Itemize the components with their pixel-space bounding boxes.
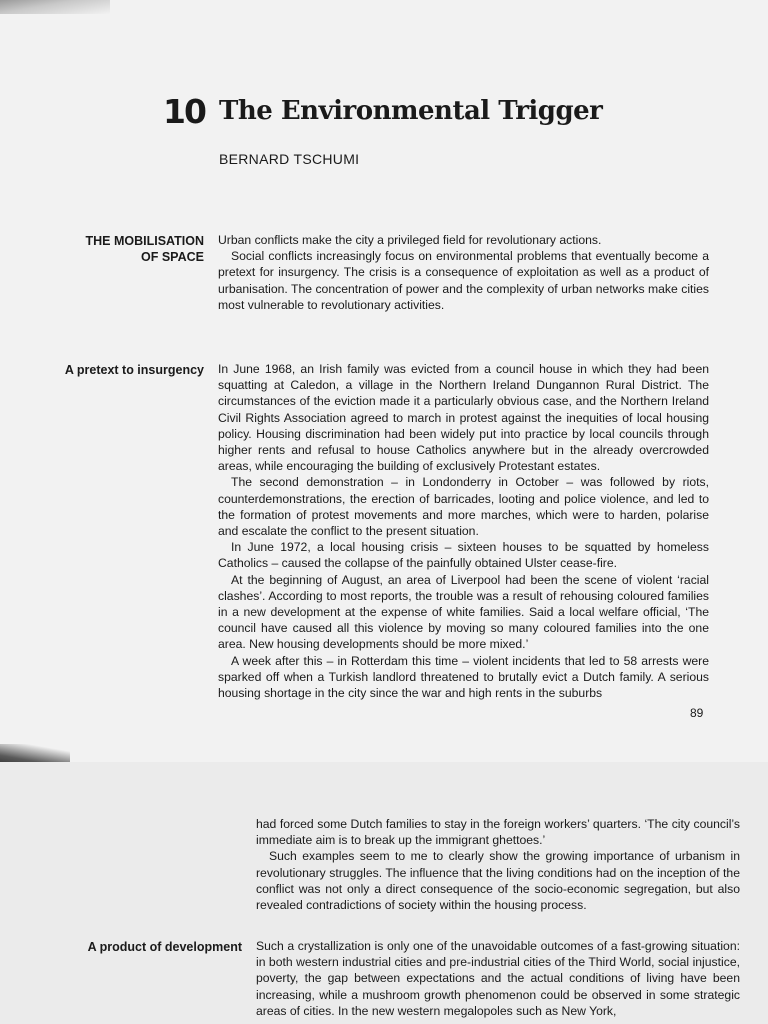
paragraph: had forced some Dutch families to stay in the foreign workers’ quarters. ‘The city council’s immediate aim is to break up the immigrant ghettoes.’ [256, 817, 740, 848]
paragraph: In June 1968, an Irish family was evicted from a council house in which they had been squatting at Caledon, a village in the Northern Ireland Dungannon Rural District. The circumstances of the eviction made it a particularly obvious case, and the Northern Ireland Civil Rights Association agreed to march in protest against the inequities of local housing policy. Housing discrimination had been widely put into practice by local councils through higher rents and refusal to house Catholics anywhere but in the already overcrowded areas, while encouraging the building of exclusively Protestant estates. [218, 362, 709, 474]
paragraph: Such examples seem to me to clearly show the growing importance of urbanism in revolutionary struggles. The influence that the living conditions had on the inception of the conflict was not only a direct consequence of the socio-economic segregation, but also revealed contradictions of society within the housing process. [256, 849, 740, 913]
side-heading-product: A product of development [87, 940, 242, 954]
side-heading-line: A pretext to insurgency [64, 363, 204, 377]
paragraph: In June 1972, a local housing crisis – sixteen houses to be squatted by homeless Catholics – caused the collapse of the painfully obtained Ulster cease-fire. [218, 540, 709, 571]
paragraph: Social conflicts increasingly focus on environmental problems that eventually become a pretext for insurgency. The crisis is a consequence of exploitation as well as a product of urbanisation. The concentration of power and the complexity of urban networks make cities most vulnerable to revolutionary activities. [218, 249, 709, 312]
chapter-author: BERNARD TSCHUMI [219, 151, 360, 167]
paragraph: A week after this – in Rotterdam this time – violent incidents that led to 58 arrests were sparked off when a Turkish landlord threatened to brutally evict a Dutch family. A serious housing shortage in the city since the war and high rents in the suburbs [218, 653, 709, 701]
chapter-title: The Environmental Trigger [219, 96, 603, 126]
section-pretext-text [218, 361, 709, 701]
paragraph: Such a crystallization is only one of the unavoidable outcomes of a fast-growing situation: in both western industrial cities and pre-industrial cities of the Third World, social injustice, poverty, the gap between expectations and the actual conditions of living have been increasing, while a mushroom growth phenomenon could be observed in some strategic areas of cities. In the new western megalopoles such as New York, [256, 939, 740, 1018]
section-mobilisation-text [218, 232, 709, 313]
section-product-text [256, 938, 740, 1019]
chapter-number: 10 [163, 92, 205, 131]
side-heading-line: THE MOBILISATION [85, 234, 204, 248]
page-90 [0, 762, 768, 1024]
page-edge-shadow [0, 744, 70, 762]
page-corner-shadow [0, 0, 110, 14]
paragraph: Urban conflicts make the city a privileged field for revolutionary actions. [218, 233, 602, 247]
side-heading-pretext [30, 362, 204, 378]
paragraph: The second demonstration – in Londonderry in October – was followed by riots, counterdemonstrations, the erection of barricades, looting and police violence, and led to the formation of protest movements and more marches, which were to harden, polarise and escalate the conflict to the present situation. [218, 475, 709, 539]
paragraph: At the beginning of August, an area of Liverpool had been the scene of violent ‘racial clashes’. According to most reports, the trouble was a result of rehousing coloured families in a new development at the expense of white families. Said a local welfare official, ‘The council have caused all this violence by moving so many coloured families into the one area. New housing developments should be more mixed.’ [218, 572, 709, 652]
page-number: 89 [690, 706, 704, 720]
continuation-text [256, 816, 740, 913]
side-heading-mobilisation [40, 233, 204, 265]
side-heading-line: OF SPACE [141, 250, 204, 264]
